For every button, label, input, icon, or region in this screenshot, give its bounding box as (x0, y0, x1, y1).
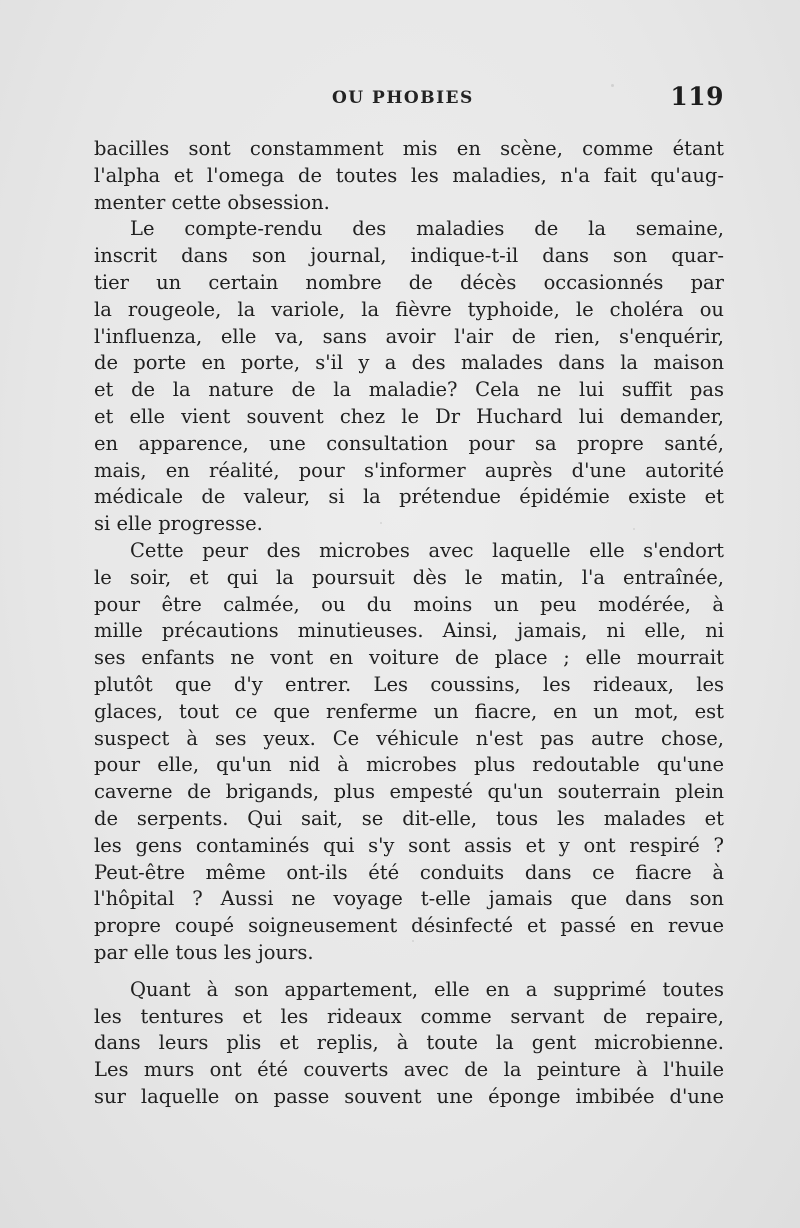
text-line: ses enfants ne vont en voiture de place ; elle mourrait (94, 646, 724, 670)
text-line: le soir, et qui la poursuit dès le matin, l'a entraînée, (94, 565, 724, 589)
text-line: Quant à son appartement, elle en a supprimé toutes (130, 977, 724, 1001)
text-line: la rougeole, la variole, la fièvre typhoide, le choléra ou (94, 297, 724, 321)
text-line: Le compte-rendu des maladies de la semaine, (130, 217, 724, 241)
text-line: propre coupé soigneusement désinfecté et passé en revue (94, 914, 724, 938)
text-line: de serpents. Qui sait, se dit-elle, tous les malades et (94, 806, 724, 830)
text-line: glaces, tout ce que renferme un fiacre, en un mot, est (94, 699, 724, 723)
text-line: suspect à ses yeux. Ce véhicule n'est pas autre chose, (94, 726, 724, 750)
text-line: inscrit dans son journal, indique-t-il dans son quar- (94, 244, 724, 268)
text-line: l'hôpital ? Aussi ne voyage t-elle jamais que dans son (94, 887, 724, 911)
text-line: si elle progresse. (94, 512, 263, 536)
text-line: médicale de valeur, si la prétendue épidémie existe et (94, 485, 724, 509)
body-text (94, 136, 724, 1111)
paragraph-gap (94, 967, 724, 977)
page-number: 119 (670, 82, 724, 111)
text-line: et elle vient souvent chez le Dr Huchard lui demander, (94, 404, 724, 428)
running-header (94, 82, 724, 114)
text-line: de porte en porte, s'il y a des malades dans la maison (94, 351, 724, 375)
text-line: tier un certain nombre de décès occasionnés par (94, 270, 724, 294)
text-line: sur laquelle on passe souvent une éponge imbibée d'une (94, 1084, 724, 1108)
text-line: Les murs ont été couverts avec de la peinture à l'huile (94, 1058, 724, 1082)
text-line: dans leurs plis et replis, à toute la gent microbienne. (94, 1031, 724, 1055)
running-title: OU PHOBIES (332, 88, 474, 108)
text-line: Cette peur des microbes avec laquelle elle s'endort (130, 538, 724, 562)
text-line: et de la nature de la maladie? Cela ne lui suffit pas (94, 378, 724, 402)
text-line: mille précautions minutieuses. Ainsi, jamais, ni elle, ni (94, 619, 724, 643)
text-line: mais, en réalité, pour s'informer auprès d'une autorité (94, 458, 724, 482)
text-line: pour elle, qu'un nid à microbes plus redoutable qu'une (94, 753, 724, 777)
text-line: l'alpha et l'omega de toutes les maladies, n'a fait qu'aug- (94, 163, 724, 187)
text-line: les gens contaminés qui s'y sont assis et y ont respiré ? (94, 833, 724, 857)
text-line: les tentures et les rideaux comme servant de repaire, (94, 1004, 724, 1028)
text-line: bacilles sont constamment mis en scène, comme étant (94, 137, 724, 160)
text-line: en apparence, une consultation pour sa propre santé, (94, 431, 724, 455)
text-line: pour être calmée, ou du moins un peu modérée, à (94, 592, 724, 616)
text-line: menter cette obsession. (94, 190, 330, 214)
text-line: l'influenza, elle va, sans avoir l'air de rien, s'enquérir, (94, 324, 724, 348)
text-line: caverne de brigands, plus empesté qu'un souterrain plein (94, 780, 724, 804)
text-line: par elle tous les jours. (94, 940, 314, 964)
text-line: plutôt que d'y entrer. Les coussins, les rideaux, les (94, 672, 724, 696)
text-line: Peut-être même ont-ils été conduits dans ce fiacre à (94, 860, 724, 884)
